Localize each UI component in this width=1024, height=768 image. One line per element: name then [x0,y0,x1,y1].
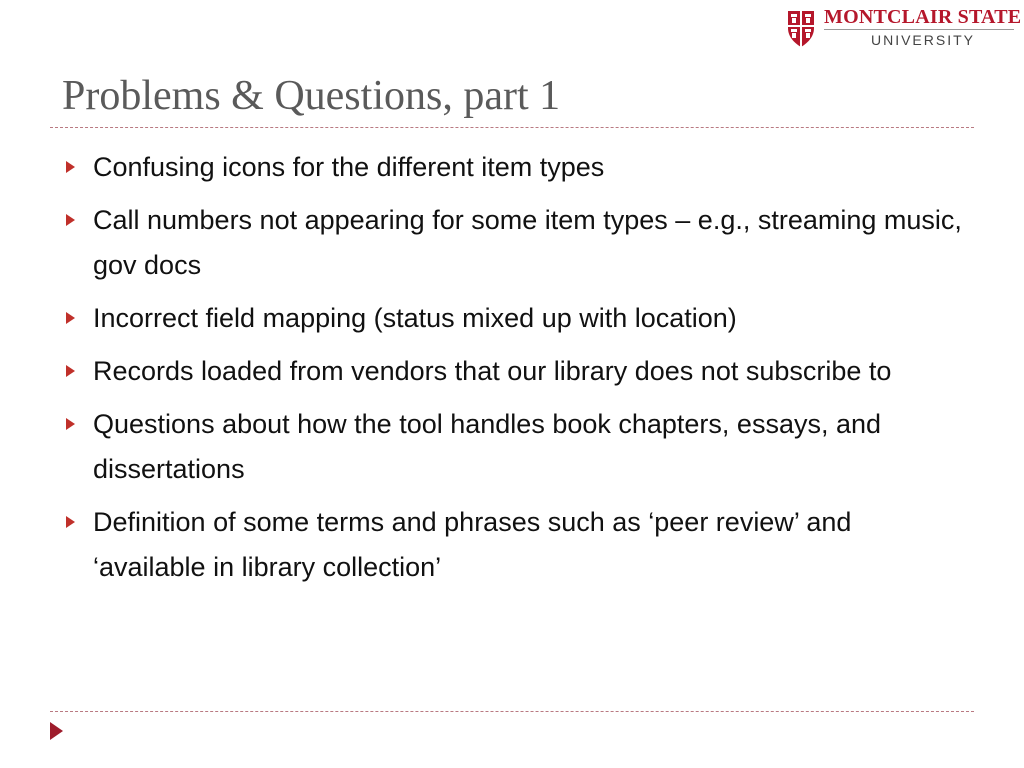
bullet-list [62,145,962,598]
bullet-item [62,296,962,341]
slide-title: Problems & Questions, part 1 [62,73,561,119]
bullet-item [62,198,962,288]
bullet-text: Definition of some terms and phrases such as ‘peer review’ and ‘available in library collection’ [93,507,852,582]
bullet-text: Call numbers not appearing for some item types – e.g., streaming music, gov docs [93,205,962,280]
bullet-arrow-icon [66,418,75,430]
bullet-text: Confusing icons for the different item types [93,152,605,182]
bullet-item [62,402,962,492]
bullet-text: Incorrect field mapping (status mixed up with location) [93,303,737,333]
bullet-item [62,145,962,190]
next-slide-arrow-icon[interactable] [50,722,63,740]
logo-rule [824,29,1014,30]
bullet-item [62,500,962,590]
logo-wordmark-secondary: UNIVERSITY [870,32,975,48]
title-divider [50,127,974,128]
bullet-item [62,349,962,394]
logo-wordmark-primary: MONTCLAIR STATE [824,6,1022,28]
bullet-arrow-icon [66,161,75,173]
bullet-arrow-icon [66,365,75,377]
shield-crest-icon [786,8,816,48]
university-logo [786,6,1022,50]
bullet-text: Records loaded from vendors that our library does not subscribe to [93,356,892,386]
bullet-arrow-icon [66,214,75,226]
bullet-arrow-icon [66,516,75,528]
bullet-text: Questions about how the tool handles book chapters, essays, and dissertations [93,409,882,484]
footer-divider [50,711,974,712]
bullet-arrow-icon [66,312,75,324]
